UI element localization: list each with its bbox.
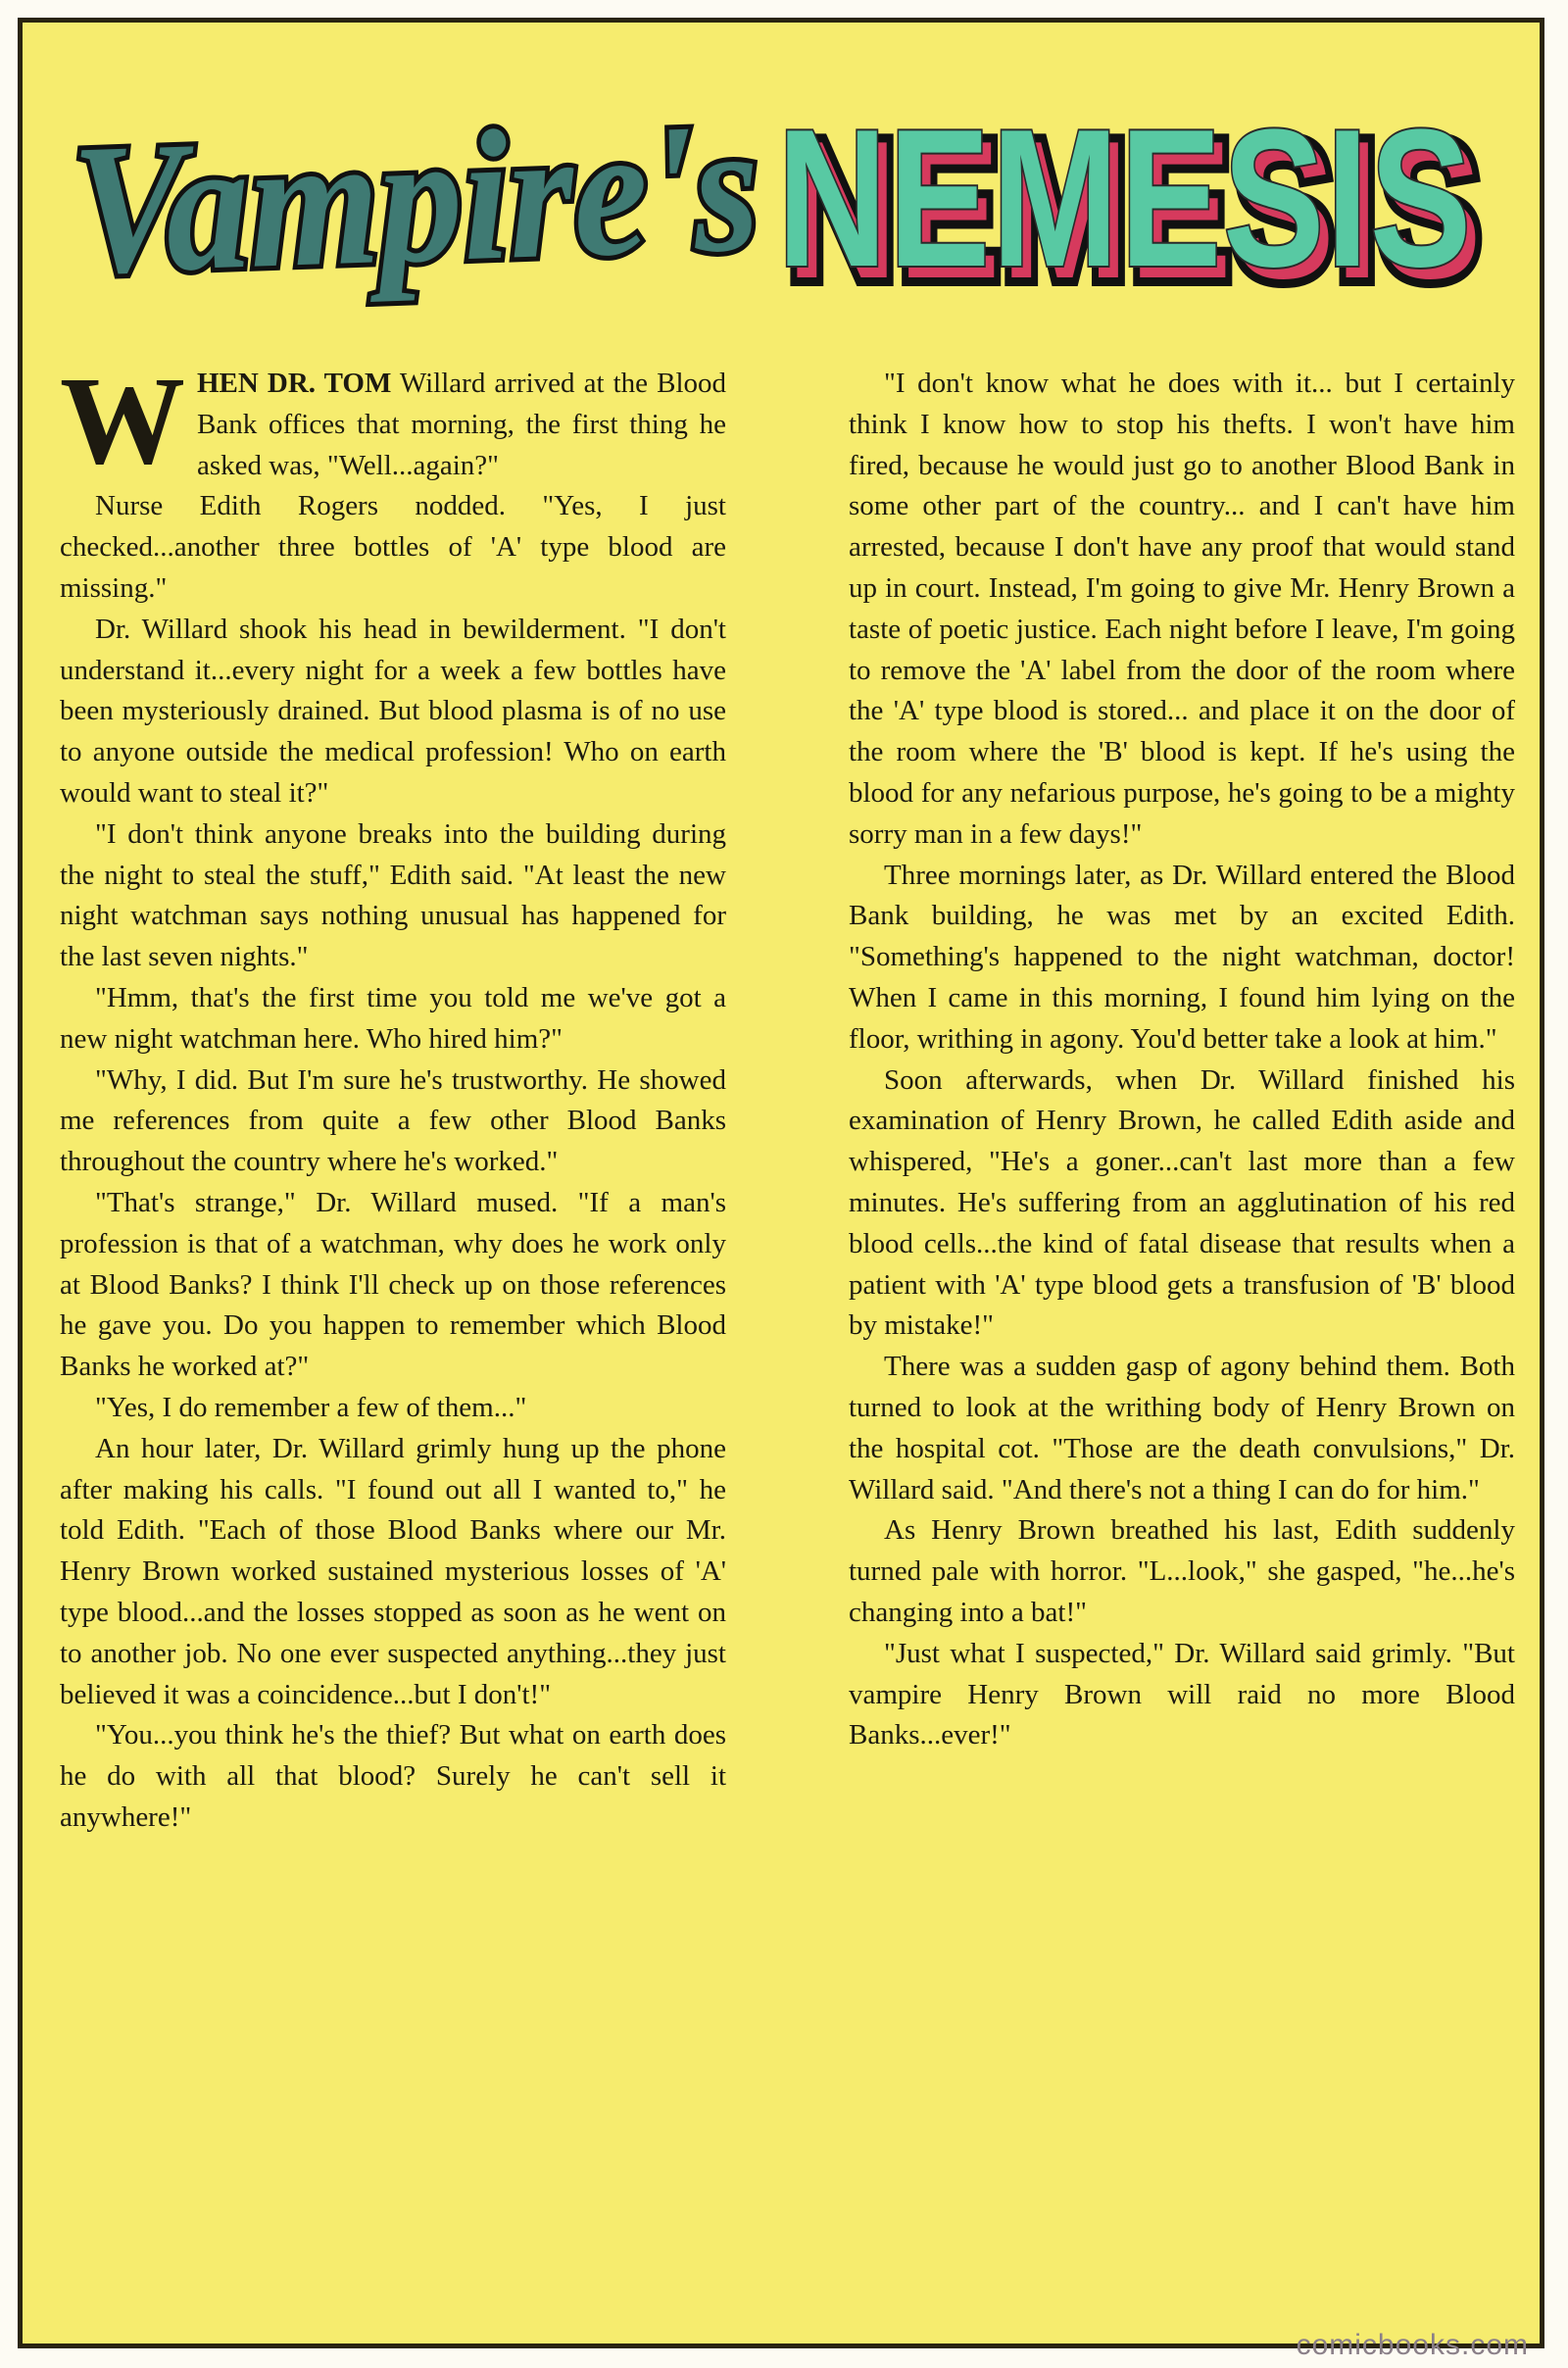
story-paragraph <box>60 978 726 1061</box>
story-column-left <box>60 364 726 2265</box>
paragraph-text: "Hmm, that's the first time you told me we've got a new night watchman here. Who hired him?" <box>60 981 726 1055</box>
story-paragraph <box>60 1429 726 1716</box>
story-title <box>62 62 1502 317</box>
paragraph-text: Nurse Edith Rogers nodded. "Yes, I just checked...another three bottles of 'A' type blood are missing." <box>60 490 726 604</box>
title-word-nemesis: NEMESIS <box>777 89 1473 308</box>
drop-cap: W <box>60 364 185 490</box>
paragraph-text: "Just what I suspected," Dr. Willard said grimly. "But vampire Henry Brown will raid no more Blood Banks...ever!" <box>849 1637 1515 1751</box>
story-paragraph <box>849 1510 1515 1633</box>
paragraph-text: Soon afterwards, when Dr. Willard finished his examination of Henry Brown, he called Edith aside and whispered, "He's a goner...can't last more than a few minutes. He's suffering from an agglutination of his red blood cells...the kind of fatal disease that results when a patient with 'A' type blood gets a transfusion of 'B' blood by mistake!" <box>849 1063 1515 1342</box>
paragraph-text: "You...you think he's the thief? But what on earth does he do with all that blood? Surely he can't sell it anywhere!" <box>60 1719 726 1833</box>
story-paragraph <box>849 364 1515 856</box>
title-logo <box>62 62 1502 317</box>
paragraph-text: "Why, I did. But I'm sure he's trustworthy. He showed me references from quite a few other Blood Banks throughout the country where he's worked." <box>60 1063 726 1178</box>
watermark: comicbooks.com <box>1296 2329 1529 2361</box>
paragraph-text: "I don't think anyone breaks into the building during the night to steal the stuff," Edith said. "At least the new night watchman says nothing unusual has happened for the last seven nights." <box>60 817 726 973</box>
story-paragraph <box>849 1061 1515 1348</box>
paragraph-text: As Henry Brown breathed his last, Edith suddenly turned pale with horror. "L...look," she gasped, "he...he's changing into a bat!" <box>849 1514 1515 1628</box>
story-paragraph <box>849 856 1515 1061</box>
title-word-nemesis-shadow: NEMESIS <box>787 101 1483 317</box>
story-column-right <box>849 364 1515 2265</box>
story-columns <box>60 364 1515 2265</box>
title-word-vampires: Vampire's <box>69 80 842 314</box>
story-paragraph <box>60 1183 726 1388</box>
story-paragraph <box>60 486 726 609</box>
story-paragraph <box>60 1061 726 1183</box>
story-paragraph <box>849 1634 1515 1756</box>
paragraph-text: "I don't know what he does with it... but I certainly think I know how to stop his thefts. I won't have him fired, because he would just go to another Blood Bank in some other part of the country... and I can't have him arrested, because I don't have any proof that would stand up in court. Instead, I'm going to give Mr. Henry Brown a taste of poetic justice. Each night before I leave, I'm going to remove the 'A' label from the door of the room where the 'A' type blood is stored... and place it on the door of the room where the 'B' blood is kept. If he's using the blood for any nefarious purpose, he's going to be a mighty sorry man in a few days!" <box>849 368 1515 850</box>
paragraph-text: Dr. Willard shook his head in bewilderment. "I don't understand it...every night for a week a few bottles have been mysteriously drained. But blood plasma is of no use to anyone outside the medical profession! Who on earth would want to steal it?" <box>60 613 726 809</box>
paragraph-text: An hour later, Dr. Willard grimly hung up the phone after making his calls. "I found out all I wanted to," he told Edith. "Each of those Blood Banks where our Mr. Henry Brown worked sustained mysterious losses of 'A' type blood...and the losses stopped as soon as he went on to another job. No one ever suspected anything...they just believed it was a coincidence...but I don't!" <box>60 1432 726 1710</box>
story-page <box>18 18 1544 2348</box>
story-paragraph <box>60 1715 726 1838</box>
story-paragraph <box>60 814 726 978</box>
story-paragraph <box>60 1388 726 1429</box>
paragraph-text: Willard arrived at the Blood Bank offices that morning, the first thing he asked was, "Well...again?" <box>197 368 726 481</box>
paragraph-text: There was a sudden gasp of agony behind them. Both turned to look at the writhing body of Henry Brown on the hospital cot. "Those are the death convulsions," Dr. Willard said. "And there's not a thing I can do for him." <box>849 1351 1515 1505</box>
story-paragraph <box>60 364 726 490</box>
paragraph-text: "That's strange," Dr. Willard mused. "If a man's profession is that of a watchman, why does he work only at Blood Banks? I think I'll check up on those references he gave you. Do you happen to remember which Blood Banks he worked at?" <box>60 1186 726 1383</box>
lead-in: HEN DR. TOM <box>197 368 392 399</box>
story-paragraph <box>849 1347 1515 1510</box>
story-paragraph <box>60 610 726 814</box>
paragraph-text: "Yes, I do remember a few of them..." <box>95 1391 527 1423</box>
paragraph-text: Three mornings later, as Dr. Willard entered the Blood Bank building, he was met by an excited Edith. "Something's happened to the night watchman, doctor! When I came in this morning, I found him lying on the floor, writhing in agony. You'd better take a look at him." <box>849 859 1515 1055</box>
